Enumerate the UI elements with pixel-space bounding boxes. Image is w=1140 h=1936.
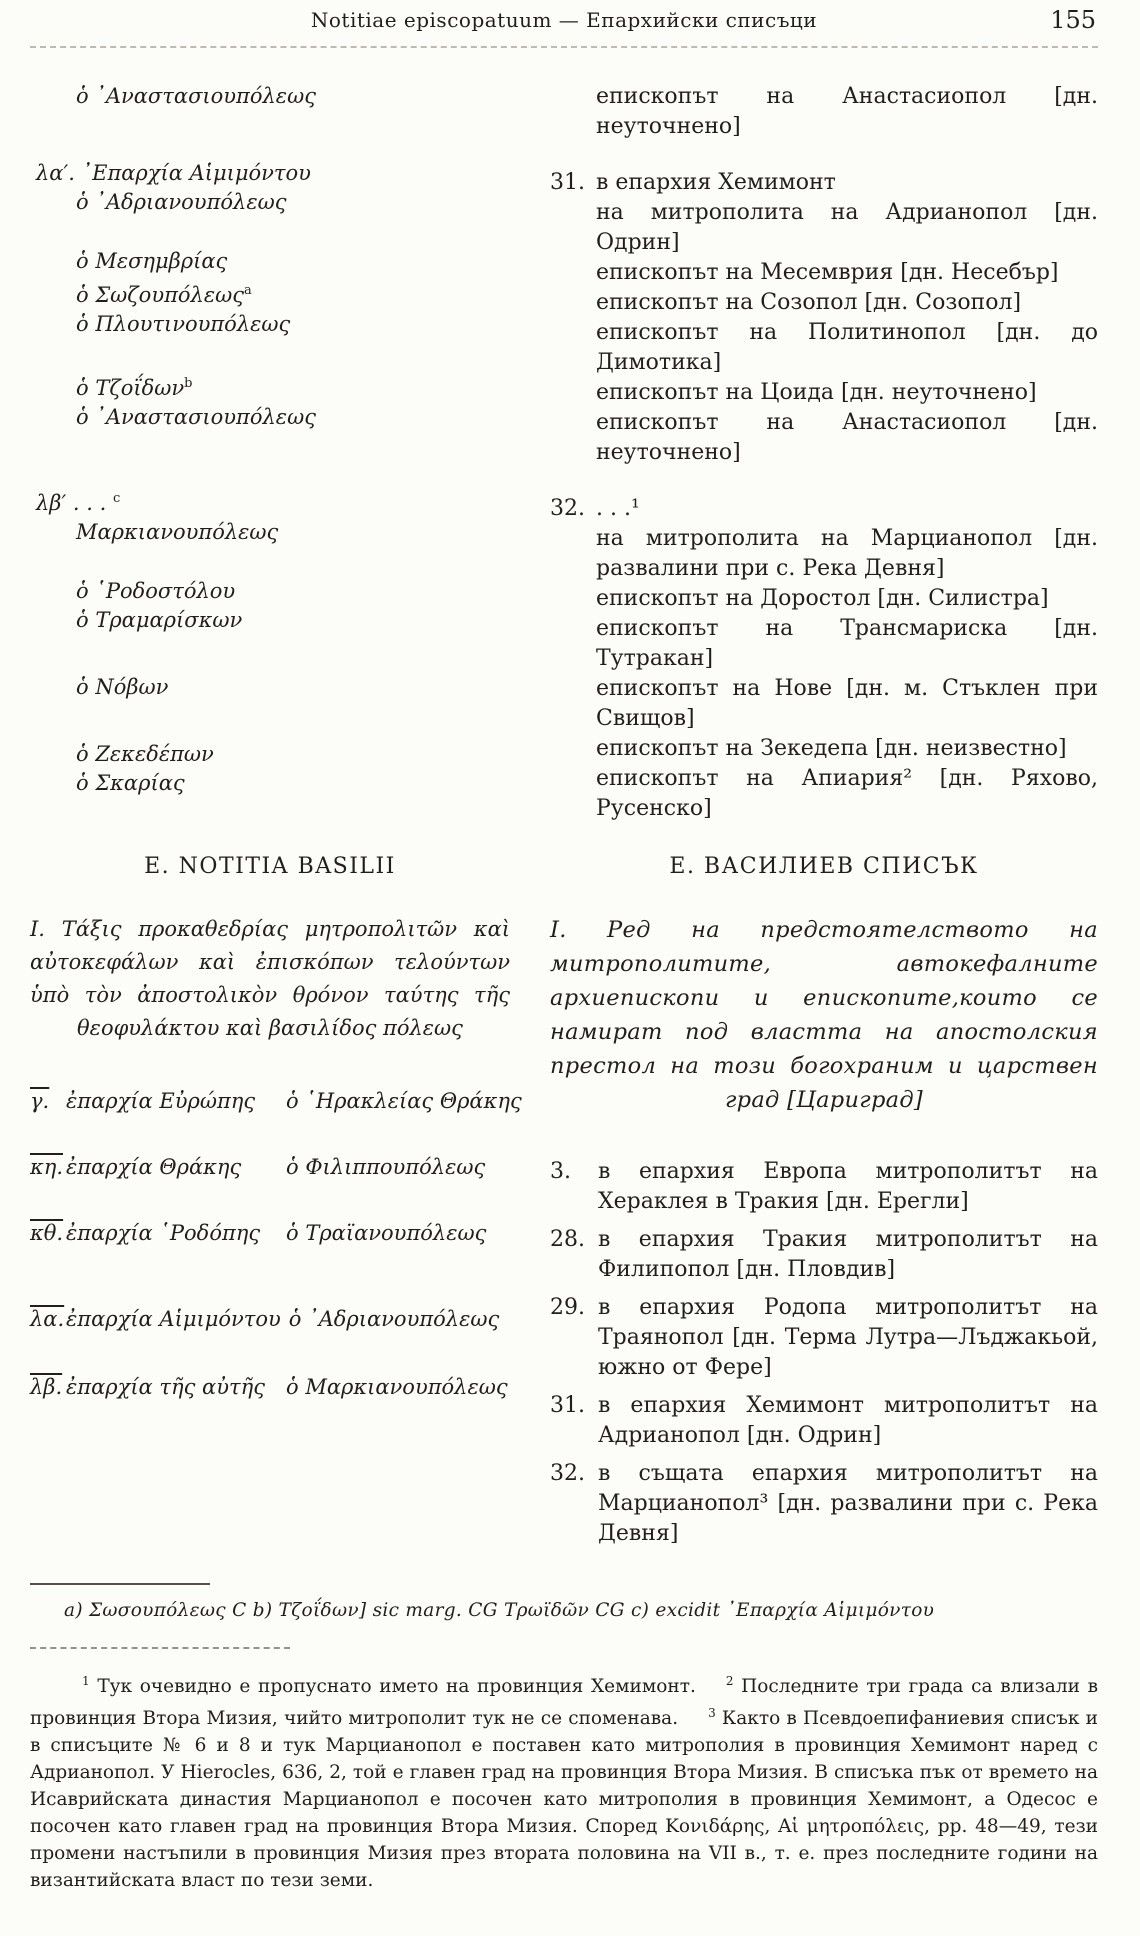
section-columns	[30, 854, 1098, 1549]
apparatus-ref-c: c	[112, 491, 121, 506]
bulgarian-entry: епископът на Политинопол [дн. до Димотика]	[596, 320, 1098, 375]
greek-entry: ὁ ᾿Αδριανουπόλεως	[76, 190, 287, 214]
greek-intro-paragraph: I. Τάξις προκαθεδρίας μητροπολιτῶν καὶ αὐτοκεφάλων καὶ ἐπισκόπων τελούντων ὑπὸ τὸν ἀποστολικὸν θρόνον ταύτης τῆς θεοφυλάκτου καὶ βασιλίδος πόλεως	[30, 917, 510, 1040]
entry-number: 31.	[550, 170, 585, 195]
greek-column-top	[30, 82, 510, 798]
footnote-rule	[30, 1647, 290, 1649]
row-eparchy: ἐπαρχία Εὐρώπης	[66, 1089, 256, 1113]
greek-entry: ὁ Σκαρίας	[76, 771, 185, 795]
page-number: 155	[1050, 6, 1096, 34]
item-number: 29.	[550, 1295, 585, 1320]
list-item	[550, 1391, 1098, 1451]
greek-entry-text: ὁ Τζοΐδων	[76, 376, 185, 400]
table-row	[30, 1305, 510, 1333]
table-row	[30, 1219, 510, 1247]
row-eparchy: ἐπαρχία Θράκης	[66, 1155, 242, 1179]
header-rule	[30, 46, 1098, 48]
row-bishop: ὁ ῾Ηρακλείας Θράκης	[286, 1089, 522, 1113]
bulgarian-entry: епископът на Трансмариска [дн. Тутракан]	[596, 616, 1098, 671]
bulgarian-entry: епископът на Месемврия [дн. Несебър]	[596, 260, 1059, 285]
greek-eparchy-table	[30, 1087, 522, 1401]
row-eparchy: ἐπαρχία τῆς αὐτῆς	[66, 1375, 265, 1399]
greek-entry-text: ὁ Σωζουπόλεως	[76, 283, 244, 307]
bulgarian-entry: на митрополита на Адрианопол [дн. Одрин]	[596, 200, 1098, 255]
greek-entry-text: λβ′ . . .	[36, 491, 107, 515]
greek-entry: ὁ Τραμαρίσκων	[76, 608, 243, 632]
greek-eparchy-heading	[30, 484, 510, 518]
footnote-marker: 2	[725, 1673, 734, 1688]
page-header	[30, 8, 1098, 42]
bulgarian-entry: епископът на Анастасиопол [дн. неуточнено]	[596, 410, 1098, 465]
footnote-marker: 3	[708, 1705, 716, 1720]
list-item	[550, 1157, 1098, 1217]
item-text: в епархия Хемимонт митрополитът на Адрианопол [дн. Одрин]	[598, 1393, 1098, 1448]
row-bishop: ὁ ᾿Αδριανουπόλεως	[288, 1307, 500, 1331]
bulgarian-entry: епископът на Апиария² [дн. Ряхово, Русенско]	[596, 766, 1098, 821]
item-text: в същата епархия митрополитът на Марцианопол³ [дн. развалини при с. Река Девня]	[598, 1461, 1098, 1546]
row-numeral: κθ.	[30, 1221, 64, 1245]
row-eparchy: ἐπαρχία Αἱμιμόντου	[66, 1307, 281, 1331]
row-bishop: ὁ Φιλιππουπόλεως	[286, 1155, 486, 1179]
greek-entry: Μαρκιανουπόλεως	[76, 520, 279, 544]
greek-entry: ὁ Πλουτινουπόλεως	[76, 312, 291, 336]
running-title: Notitiae episcopatuum — Епархийски списъци	[310, 8, 818, 32]
greek-eparchy-heading: λα′. ᾿Επαρχία Αἱμιμόντου	[36, 161, 311, 185]
bulgarian-entry	[550, 168, 1098, 198]
footnote-1	[82, 1673, 696, 1697]
row-numeral: γ.	[30, 1089, 50, 1113]
row-numeral: κη.	[30, 1155, 64, 1179]
bulgarian-entry: епископът на Зекедепа [дн. неизвестно]	[596, 736, 1067, 761]
footnote-text: Както в Псевдоепифаниевия списък и в списъците № 6 и 8 и тук Марцианопол е поставен като митрополия в провинция Хемимонт наред с Адрианопол. У Hierocles, 636, 2, той е главен град на провинция Втора Мизия. В списъка пък от времето на Исаврийската династия Марцианопол е посочен като митрополия в провинция Хемимонт, а Одесос е посочен като главен град на провинция Втора Мизия. Според Κονιδάρης, Αἱ μητροπόλεις, pp. 48—49, тези промени настъпили в провинция Мизия през втората половина на VII в., т. е. през последните години на византийската власт по тези земи.	[30, 1707, 1098, 1891]
bulgarian-column-top	[550, 82, 1098, 824]
bulgarian-intro-paragraph: I. Ред на предстоятелството на митрополитите, автокефалните архиепископи и епископите,които се намират под властта на апостолския престол на този богохраним и царствен град [Цариград]	[550, 917, 1098, 1113]
section-title-bulgarian: Е. ВАСИЛИЕВ СПИСЪК	[669, 854, 979, 879]
table-row	[30, 1087, 522, 1115]
row-eparchy: ἐπαρχία ῾Ροδόπης	[66, 1221, 261, 1245]
table-row	[30, 1153, 510, 1181]
table-row	[30, 1373, 510, 1401]
greek-entry: ὁ Νόβων	[76, 675, 169, 699]
item-number: 3.	[550, 1159, 571, 1184]
entry-number: 32.	[550, 496, 585, 521]
footnote-marker: 1	[82, 1673, 90, 1688]
bulgarian-numbered-list	[550, 1157, 1098, 1549]
footnote-text: Последните три града са влизали в провинция Втора Мизия, чийто митрополит тук не се споменава.	[30, 1675, 1098, 1729]
list-item	[550, 1293, 1098, 1383]
entry-text: в епархия Хемимонт	[596, 170, 836, 195]
bulgarian-entry: на митрополита на Марцианопол [дн. развалини при с. Река Девня]	[596, 526, 1098, 581]
bulgarian-entry: епископът на Нове [дн. м. Стъклен при Свищов]	[596, 676, 1098, 731]
row-numeral: λα.	[30, 1307, 65, 1331]
list-item	[550, 1459, 1098, 1549]
bulgarian-entry: епископът на Созопол [дн. Созопол]	[596, 290, 1022, 315]
footnotes-block	[30, 1668, 1098, 1894]
item-number: 28.	[550, 1227, 585, 1252]
bulgarian-entry	[550, 494, 1098, 524]
item-text: в епархия Европа митрополитът на Хераклея в Тракия [дн. Ерегли]	[598, 1159, 1098, 1214]
bulgarian-entry: епископът на Анастасиопол [дн. неуточнено]	[596, 84, 1098, 139]
bulgarian-entry: епископът на Доростол [дн. Силистра]	[596, 586, 1049, 611]
row-bishop: ὁ Τραϊανουπόλεως	[286, 1221, 487, 1245]
greek-entry: ὁ Ζεκεδέπων	[76, 742, 214, 766]
critical-apparatus: a) Σωσουπόλεως C b) Τζοΐδων] sic marg. CG Τρωϊδῶν CG c) excidit ᾿Επαρχία Αἱμιμόντου	[64, 1600, 935, 1621]
bulgarian-entry: епископът на Цоида [дн. неуточнено]	[596, 380, 1037, 405]
item-text: в епархия Тракия митрополитът на Филипопол [дн. Пловдив]	[598, 1227, 1098, 1282]
item-text: в епархия Родопа митрополитът на Траянопол [дн. Терма Лутра—Лъджакьой, южно от Фере]	[598, 1295, 1098, 1380]
row-bishop: ὁ Μαρκιανουπόλεως	[286, 1375, 508, 1399]
footnote-3	[30, 1705, 1098, 1891]
apparatus-ref-a: a	[244, 283, 252, 298]
greek-entry	[30, 276, 510, 310]
top-columns	[30, 82, 1098, 824]
greek-entry	[30, 369, 510, 403]
row-numeral: λβ.	[30, 1375, 63, 1399]
greek-entry: ὁ ᾿Αναστασιουπόλεως	[76, 405, 316, 429]
greek-entry: ὁ Μεσημβρίας	[76, 249, 228, 273]
section-title-latin: E. NOTITIA BASILII	[144, 854, 396, 879]
bulgarian-column-section	[550, 854, 1098, 1549]
greek-column-section	[30, 854, 522, 1401]
greek-entry: ὁ ᾿Αναστασιουπόλεως	[76, 84, 316, 108]
greek-entry: ὁ ῾Ροδοστόλου	[76, 579, 236, 603]
item-number: 32.	[550, 1461, 585, 1486]
footnote-text: Тук очевидно е пропуснато името на провинция Хемимонт.	[97, 1675, 696, 1697]
apparatus-rule	[30, 1583, 210, 1585]
list-item	[550, 1225, 1098, 1285]
entry-text: . . .¹	[596, 496, 640, 521]
apparatus-ref-b: b	[184, 376, 193, 391]
item-number: 31.	[550, 1393, 585, 1418]
